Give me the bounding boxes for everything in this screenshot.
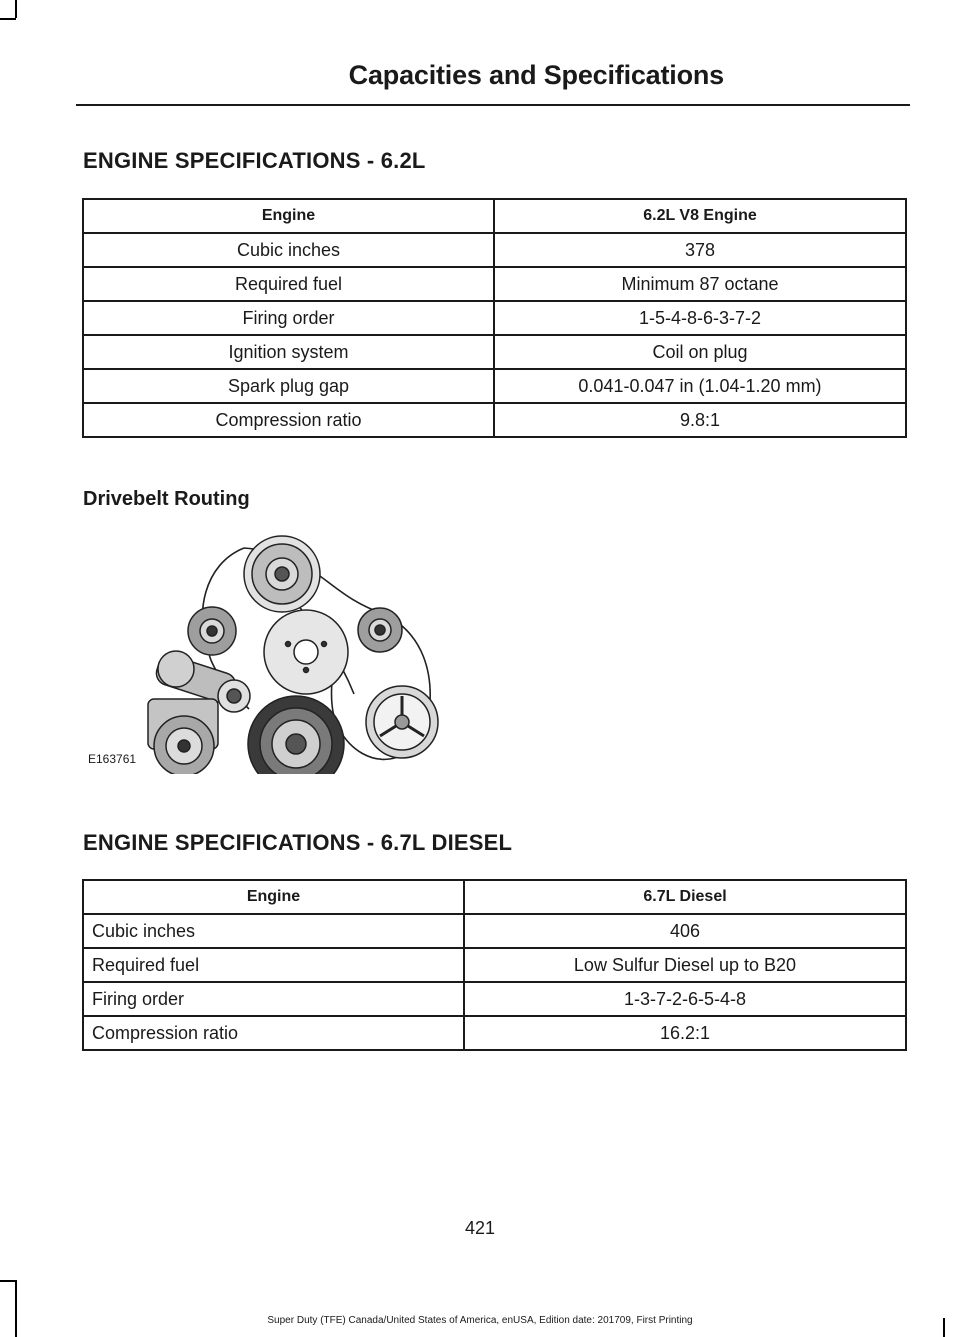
column-header: 6.7L Diesel (464, 880, 906, 914)
power-steering-pulley (366, 686, 438, 758)
section-title-6-7l-diesel: ENGINE SPECIFICATIONS - 6.7L DIESEL (83, 830, 513, 855)
crop-mark (0, 1280, 16, 1282)
crop-mark (15, 0, 17, 18)
table-cell-value: Minimum 87 octane (494, 267, 906, 301)
table-cell-label: Firing order (83, 982, 464, 1016)
crop-mark (0, 18, 16, 20)
table-row (83, 233, 906, 267)
table-row (83, 1016, 906, 1050)
table-header-row (83, 880, 906, 914)
spec-table-6-7l-diesel (82, 879, 907, 1051)
table-cell-label: Cubic inches (83, 914, 464, 948)
crankshaft-pulley (248, 696, 344, 774)
table-cell-value: 378 (494, 233, 906, 267)
table-cell-value: Coil on plug (494, 335, 906, 369)
table-row (83, 267, 906, 301)
figure-id-label: E163761 (88, 752, 137, 766)
ac-compressor (148, 699, 218, 774)
table-cell-label: Required fuel (83, 267, 494, 301)
alternator (244, 536, 320, 612)
table-row (83, 982, 906, 1016)
table-cell-value: 0.041-0.047 in (1.04-1.20 mm) (494, 369, 906, 403)
header-rule (76, 104, 910, 106)
section-title-6-2l: ENGINE SPECIFICATIONS - 6.2L (83, 148, 426, 173)
page-header-title: Capacities and Specifications (348, 60, 724, 90)
spec-table-6-2l (82, 198, 907, 438)
table-cell-value: 9.8:1 (494, 403, 906, 437)
table-cell-value: 16.2:1 (464, 1016, 906, 1050)
table-row (83, 335, 906, 369)
page-footer: Super Duty (TFE) Canada/United States of America, enUSA, Edition date: 201709, First Printing (267, 1315, 693, 1326)
table-cell-label: Spark plug gap (83, 369, 494, 403)
table-row (83, 914, 906, 948)
table-cell-label: Ignition system (83, 335, 494, 369)
water-pump-pulley (264, 610, 348, 694)
table-cell-label: Compression ratio (83, 403, 494, 437)
table-cell-label: Firing order (83, 301, 494, 335)
table-row (83, 369, 906, 403)
column-header: Engine (83, 199, 494, 233)
drivebelt-routing-diagram (84, 524, 464, 774)
table-row (83, 948, 906, 982)
idler-pulley-right (358, 608, 402, 652)
column-header: 6.2L V8 Engine (494, 199, 906, 233)
crop-mark (15, 1280, 17, 1337)
idler-pulley-left (188, 607, 236, 655)
table-row (83, 403, 906, 437)
table-cell-value: Low Sulfur Diesel up to B20 (464, 948, 906, 982)
drivebelt-routing-heading: Drivebelt Routing (83, 488, 250, 510)
table-cell-value: 1-3-7-2-6-5-4-8 (464, 982, 906, 1016)
table-row (83, 301, 906, 335)
table-cell-label: Cubic inches (83, 233, 494, 267)
column-header: Engine (83, 880, 464, 914)
table-cell-label: Required fuel (83, 948, 464, 982)
table-cell-value: 1-5-4-8-6-3-7-2 (494, 301, 906, 335)
table-cell-label: Compression ratio (83, 1016, 464, 1050)
table-cell-value: 406 (464, 914, 906, 948)
page-number: 421 (464, 1218, 496, 1238)
table-header-row (83, 199, 906, 233)
